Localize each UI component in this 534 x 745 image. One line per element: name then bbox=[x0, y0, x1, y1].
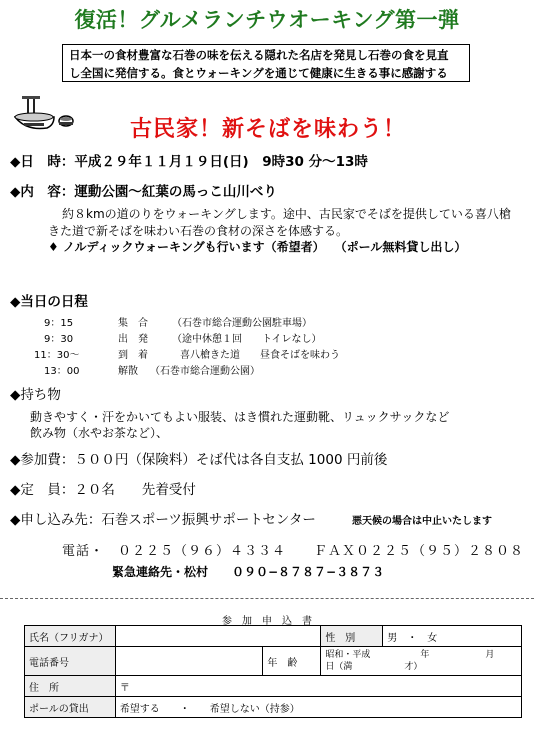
era-text: 昭和・平成 bbox=[325, 650, 371, 660]
intro-box bbox=[62, 44, 470, 82]
date-row bbox=[10, 150, 368, 170]
schedule-time: 9：15 bbox=[44, 318, 74, 329]
name-label: 氏名（フリガナ） bbox=[25, 626, 116, 647]
phone-label: 電話番号 bbox=[25, 647, 116, 676]
content-desc-1: 約８kmの道のりをウォーキングします。途中、古民家でそばを提供している喜八槍 bbox=[62, 207, 511, 221]
schedule-note: 喜八槍きた道 昼食そばを味わう bbox=[180, 350, 340, 361]
items-line-1: 動きやすく・汗をかいてもよい服装、はき慣れた運動靴、リュックサックなど bbox=[30, 410, 450, 424]
schedule-note: （石巻市総合運動公園） bbox=[150, 366, 260, 377]
items-label: ◆持ち物 bbox=[10, 387, 61, 403]
application-form bbox=[24, 625, 522, 718]
age-suffix-text: 才） bbox=[404, 662, 423, 672]
schedule-event: 出 発 bbox=[118, 334, 148, 345]
intro-line-1: 日本一の食材豊富な石巻の味を伝える隠れた名店を発見し石巻の食を見直 bbox=[69, 48, 449, 62]
day-text: 日（満 bbox=[325, 662, 353, 672]
schedule-note: （途中休憩１回 トイレなし） bbox=[172, 334, 322, 345]
gender-label: 性 別 bbox=[321, 626, 383, 647]
weather-note: 悪天候の場合は中止いたします bbox=[352, 516, 492, 527]
capacity-row: ◆定 員：２０名 先着受付 bbox=[10, 482, 196, 498]
schedule-event: 到 着 bbox=[118, 350, 148, 361]
intro-line-2: し全国に発信する。食とウォーキングを通じて健康に生きる事に感謝する bbox=[69, 66, 448, 80]
schedule-event: 解散 bbox=[118, 366, 138, 377]
schedule-time: 9：30 bbox=[44, 334, 74, 345]
cut-line bbox=[0, 598, 534, 599]
content-label: ◆内 容： bbox=[10, 184, 75, 200]
postal-mark: 〒 bbox=[119, 682, 130, 694]
pole-rental-note: （ポール無料貸し出し） bbox=[340, 240, 467, 254]
schedule-time: 13：00 bbox=[44, 366, 80, 377]
phone-fax-row: 電話・ ０２２５（９６）４３３４ ＦＡＸ０２２５（９５）２８０８ bbox=[62, 544, 525, 559]
soba-bowl-icon bbox=[14, 95, 76, 135]
nordic-text: ♦ ノルディックウォーキングも行います（希望者） bbox=[48, 240, 325, 254]
schedule-label: ◆当日の日程 bbox=[10, 294, 88, 310]
date-value: 平成２９年１１月１９日(日) 9時30 分～13時 bbox=[74, 154, 368, 170]
page-title: 復活！グルメランチウオーキング第一弾 bbox=[74, 8, 460, 32]
content-row bbox=[10, 180, 277, 200]
emergency-contact: 緊急連絡先・松村 ０９０−８７８７−３８７３ bbox=[112, 565, 385, 579]
content-value: 運動公園～紅葉の馬っこ山川べり bbox=[74, 184, 277, 200]
pole-field[interactable]: 希望する ・ 希望しない（持参） bbox=[115, 697, 521, 718]
schedule-event: 集 合 bbox=[118, 318, 148, 329]
age-label: 年 齢 bbox=[263, 647, 321, 676]
schedule-time: 11：30～ bbox=[34, 350, 80, 361]
items-line-2: 飲み物（水やお茶など）、 bbox=[30, 426, 169, 440]
age-field[interactable] bbox=[321, 647, 522, 676]
nordic-note bbox=[48, 238, 466, 255]
content-desc-2: きた道で新そばを味わい石巻の食材の深さを体感する。 bbox=[48, 224, 349, 238]
schedule-note: （石巻市総合運動公園駐車場） bbox=[172, 318, 312, 329]
event-subtitle: 古民家！新そばを味わう！ bbox=[130, 117, 407, 142]
name-field[interactable] bbox=[115, 626, 321, 647]
date-label: ◆日 時： bbox=[10, 154, 75, 170]
month-text: 月 bbox=[485, 650, 495, 660]
pole-label: ポールの貸出 bbox=[25, 697, 116, 718]
apply-to-row: ◆申し込み先：石巻スポーツ振興サポートセンター bbox=[10, 512, 316, 528]
gender-field[interactable]: 男 ・ 女 bbox=[383, 626, 522, 647]
fee-row: ◆参加費：５００円（保険料）そば代は各自支払 1000 円前後 bbox=[10, 452, 388, 468]
phone-field[interactable] bbox=[115, 647, 263, 676]
year-text: 年 bbox=[420, 650, 430, 660]
form-heading: 参 加 申 込 書 bbox=[222, 616, 312, 627]
address-field[interactable] bbox=[115, 676, 521, 697]
address-label: 住 所 bbox=[25, 676, 116, 697]
